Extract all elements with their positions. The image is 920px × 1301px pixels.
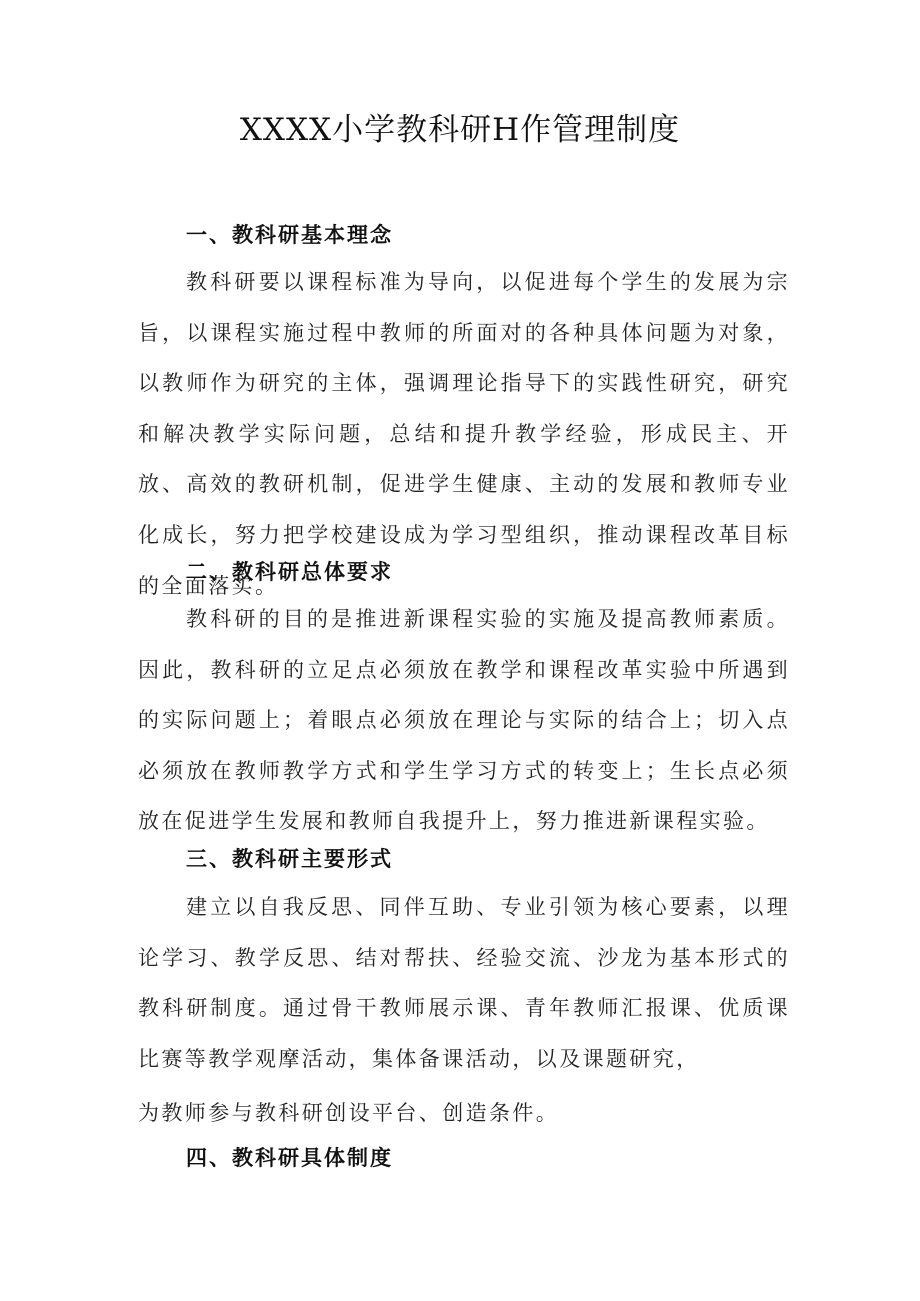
section-paragraph-2: 教科研的目的是推进新课程实验的实施及提高教师素质。因此，教科研的立足点必须放在教学和课程改革实验中所遇到的实际问题上；着眼点必须放在理论与实际的结合上；切入点必须放在教师教学方式和学生学习方式的转变上；生长点必须放在促进学生发展和教师自我提升上，努力推进新课程实验。 [138, 607, 790, 834]
section-heading-1: 一、教科研基本理念 [186, 223, 393, 247]
section-paragraph-3-continuation: 为教师参与教科研创设平台、创造条件。 [138, 1101, 560, 1125]
section-heading-3: 三、教科研主要形式 [186, 847, 393, 871]
section-paragraph-3: 建立以自我反思、同伴互助、专业引领为核心要素，以理论学习、教学反思、结对帮扶、经验交流、沙龙为基本形式的教科研制度。通过骨干教师展示课、青年教师汇报课、优质课比赛等教学观摩活动，集体备课活动，以及课题研究， [138, 895, 790, 1071]
document-title: XXXX小学教科研H作管理制度 [239, 112, 681, 148]
section-heading-4: 四、教科研具体制度 [186, 1146, 393, 1170]
section-paragraph-1: 教科研要以课程标准为导向，以促进每个学生的发展为宗旨，以课程实施过程中教师的所面对的各种具体问题为对象，以教师作为研究的主体，强调理论指导下的实践性研究，研究和解决教学实际问题，总结和提升教学经验，形成民主、开放、高效的教研机制，促进学生健康、主动的发展和教师专业化成长，努力把学校建设成为学习型组织，推动课程改革目标的全面落实。 [138, 270, 790, 598]
section-heading-2: 二、教科研总体要求 [186, 560, 393, 584]
